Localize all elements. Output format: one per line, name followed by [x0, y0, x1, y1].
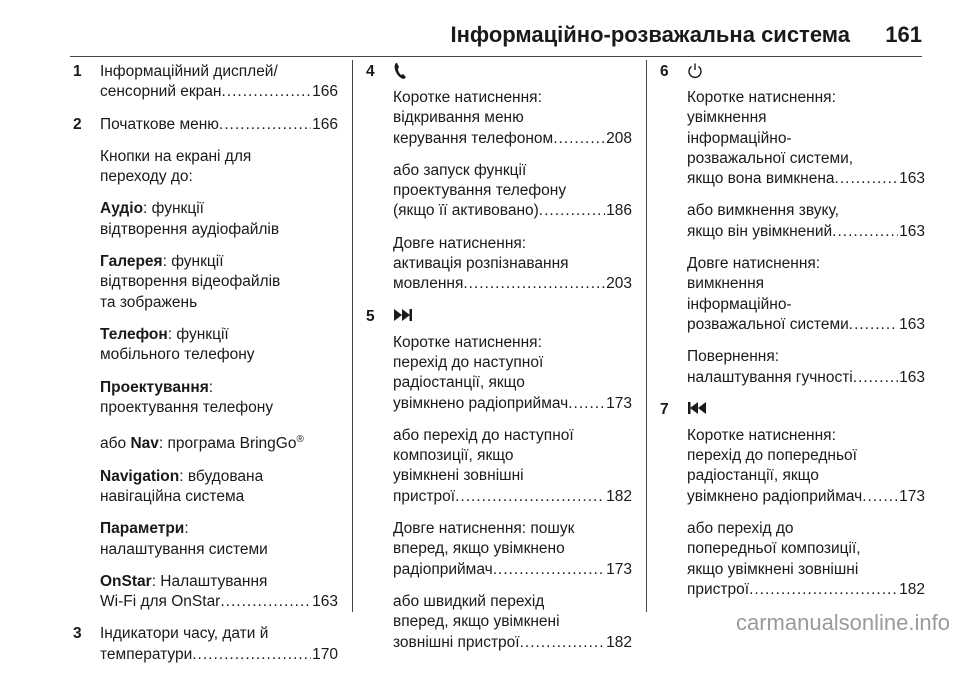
page-ref[interactable]: 170: [312, 645, 338, 663]
list-item-7: 7 Коротке натиснення: перехід до попередньої радіостанції, якщо увімкнено радіоприймач ..... 173 або перехід до попередньої композиції, якщо увімкнені зовнішні пристрої ..... 182: [660, 400, 925, 600]
page-number: 161: [885, 22, 922, 47]
item-number: 6: [660, 63, 669, 80]
list-item-3: 3 Індикатори часу, дати й температури ..... 170: [73, 624, 338, 665]
item-number: 2: [73, 115, 82, 133]
column-1: [73, 62, 338, 677]
watermark: carmanualsonline.info: [735, 610, 950, 635]
page-ref[interactable]: 163: [899, 170, 925, 188]
page-ref[interactable]: 166: [312, 83, 338, 101]
page-ref[interactable]: 203: [606, 275, 632, 293]
item-number: 4: [366, 63, 375, 80]
list-item-6: 6 Коротке натиснення: увімкнення інформаційно- розважальної системи, якщо вона вимкнена ..... 163 або вимкнення звуку, якщо він увімкнений ..... 163 Довге натиснення: вимкнення інформаційно- розважальної системи ..... 163 Повернення: налаштування гучності ..... 163: [660, 62, 925, 388]
column-divider: [646, 60, 647, 612]
page-ref[interactable]: 163: [899, 315, 925, 333]
phone-icon: [393, 62, 632, 82]
list-item-4: 4 Коротке натиснення: відкривання меню керування телефоном ..... 208 або запуск функції проектування телефону (якщо її активовано) ..... 186 Довге натиснення: активація розпізнавання мовлення ..... 203: [366, 62, 632, 295]
page-ref[interactable]: 163: [312, 593, 338, 611]
header-rule: [70, 56, 922, 57]
page-header: [0, 0, 960, 58]
page-ref[interactable]: 173: [606, 560, 632, 578]
page-ref[interactable]: 186: [606, 202, 632, 220]
item-number: 5: [366, 307, 375, 325]
page-ref[interactable]: 166: [312, 115, 338, 133]
page-ref[interactable]: 182: [606, 487, 632, 505]
next-track-icon: [393, 307, 632, 327]
column-2: [366, 62, 632, 665]
page-title: Інформаційно-розважальна система: [450, 22, 850, 47]
page-ref[interactable]: 163: [899, 222, 925, 240]
list-item-1: 1 Інформаційний дисплей/ сенсорний екран ..... 166: [73, 62, 338, 103]
page-ref[interactable]: 173: [606, 394, 632, 412]
page-ref[interactable]: 208: [606, 129, 632, 147]
previous-track-icon: [687, 400, 925, 420]
list-item-2: 2 Початкове меню ..... 166 Кнопки на екрані для переходу до: Аудіо: функції відтворення аудіофайлів Галерея: функції відтворення відеофайлів та зображень Телефон: функції мобільного телефону Проектування: проектування телефону або Nav: програма BringGo® Navigation: вбудована навігаційна система Параметри: налаштування системи OnStar: Налаштування Wi-Fi для OnStar ..... 163: [73, 115, 338, 613]
power-icon: [687, 62, 925, 82]
list-item-5: 5 Коротке натиснення: перехід до наступної радіостанції, якщо увімкнено радіоприймач ..... 173 або перехід до наступної композиції, якщо увімкнені зовнішні пристрої ..... 182 Довге натиснення: пошук вперед, якщо увімкнено радіоприймач ..... 173 або швидкий перехід вперед, якщо увімкнені зовнішні пристрої ..... 182: [366, 307, 632, 653]
item-number: 3: [73, 625, 82, 643]
column-divider: [352, 60, 353, 612]
page-ref[interactable]: 163: [899, 368, 925, 386]
item-number: 7: [660, 400, 669, 418]
page-ref[interactable]: 182: [606, 633, 632, 651]
column-3: [660, 62, 925, 612]
item-number: 1: [73, 63, 82, 80]
page-ref[interactable]: 182: [899, 580, 925, 598]
page-ref[interactable]: 173: [899, 487, 925, 505]
